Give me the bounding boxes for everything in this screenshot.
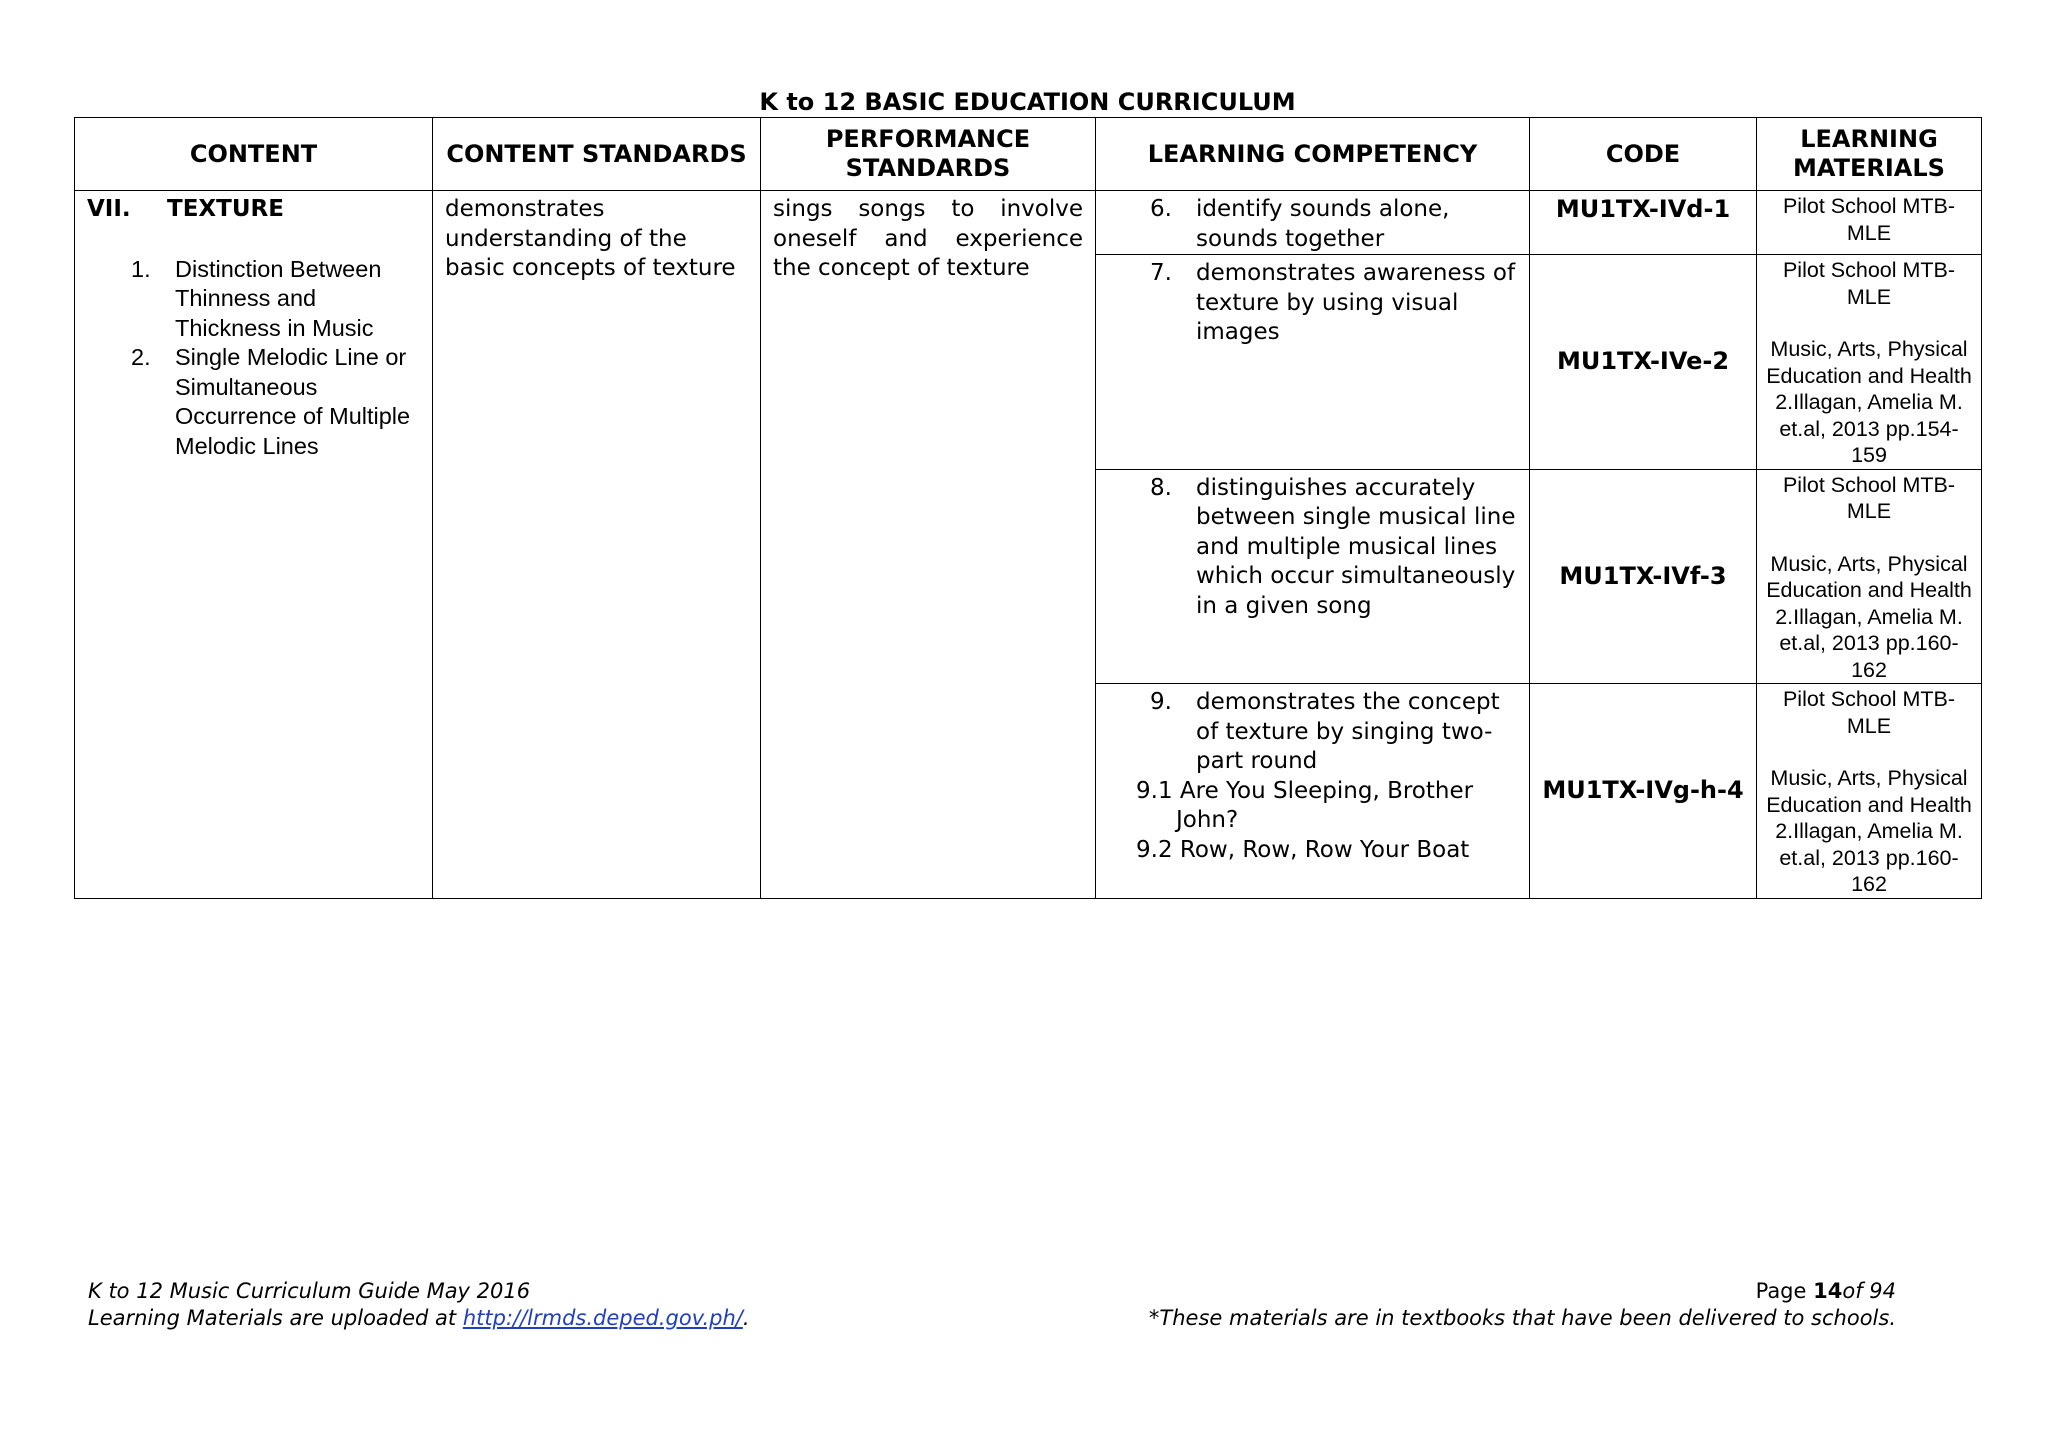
materials-cell <box>1757 191 1982 255</box>
code-cell: MU1TX-IVd-1 <box>1530 191 1757 255</box>
header-content: CONTENT <box>75 118 433 191</box>
code-cell: MU1TX-IVg-h-4 <box>1530 684 1757 899</box>
footer-right <box>1149 1278 1896 1332</box>
competency-item: 6. identify sounds alone, sounds together <box>1150 196 1450 252</box>
code-cell: MU1TX-IVe-2 <box>1530 255 1757 470</box>
header-content-standards: CONTENT STANDARDS <box>433 118 761 191</box>
competency-cell <box>1096 469 1530 684</box>
header-performance-standards: PERFORMANCE STANDARDS <box>761 118 1096 191</box>
competency-cell <box>1096 255 1530 470</box>
header-learning-materials: LEARNING MATERIALS <box>1757 118 1982 191</box>
list-item: 2. Single Melodic Line or Simultaneous Occurrence of Multiple Melodic Lines <box>131 344 411 459</box>
textbook-note: *These materials are in textbooks that have been delivered to schools. <box>1148 1306 1896 1330</box>
content-standard-cell <box>433 191 761 899</box>
header-code: CODE <box>1530 118 1757 191</box>
upload-note: Learning Materials are uploaded at http://lrmds.deped.gov.ph/. <box>88 1306 750 1330</box>
guide-title: K to 12 Music Curriculum Guide May 2016 <box>88 1279 531 1303</box>
competency-item: 7. demonstrates awareness of texture by using visual images <box>1150 260 1516 345</box>
content-standard-text: demonstrates understanding of the basic concepts of texture <box>445 196 736 281</box>
competency-item: 9. demonstrates the concept of texture by singing two-part round <box>1150 689 1500 774</box>
code-cell: MU1TX-IVf-3 <box>1530 469 1757 684</box>
content-topic-list <box>87 255 422 462</box>
page-title: K to 12 BASIC EDUCATION CURRICULUM <box>759 88 1296 116</box>
material-entry: Pilot School MTB-MLE <box>1782 194 1956 245</box>
content-cell <box>75 191 433 899</box>
materials-cell <box>1757 255 1982 470</box>
material-entry: Music, Arts, Physical Education and Health 2.Illagan, Amelia M. et.al, 2013 pp.154-159 <box>1766 337 1972 467</box>
section-heading <box>87 195 422 225</box>
section-number: VII. <box>87 196 131 222</box>
materials-cell <box>1757 684 1982 899</box>
page-number: Page 14of 94 <box>1755 1279 1896 1303</box>
table-row <box>75 191 1982 255</box>
performance-standard-cell <box>761 191 1096 899</box>
header-row <box>75 118 1982 191</box>
header-learning-competency: LEARNING COMPETENCY <box>1096 118 1530 191</box>
material-entry: Pilot School MTB-MLE <box>1782 687 1956 738</box>
material-entry: Music, Arts, Physical Education and Health 2.Illagan, Amelia M. et.al, 2013 pp.160-162 <box>1766 551 1972 682</box>
competency-cell <box>1096 684 1530 899</box>
competency-sub-item: 9.1 Are You Sleeping, Brother John? <box>1136 777 1474 833</box>
list-item: 1. Distinction Between Thinness and Thickness in Music <box>131 255 382 341</box>
section-title: TEXTURE <box>167 196 284 222</box>
competency-cell <box>1096 191 1530 255</box>
curriculum-table <box>74 117 1982 899</box>
lrmds-link[interactable]: http://lrmds.deped.gov.ph/ <box>462 1306 743 1330</box>
material-entry: Music, Arts, Physical Education and Health 2.Illagan, Amelia M. et.al, 2013 pp.160-162 <box>1766 766 1972 896</box>
footer-left <box>88 1278 750 1332</box>
performance-standard-text: sings songs to involve oneself and experience the concept of texture <box>773 196 1083 281</box>
material-entry: Pilot School MTB-MLE <box>1782 258 1956 309</box>
material-entry: Pilot School MTB-MLE <box>1782 472 1956 523</box>
materials-cell <box>1757 469 1982 684</box>
competency-sub-item: 9.2 Row, Row, Row Your Boat <box>1136 836 1470 863</box>
competency-item: 8. distinguishes accurately between single musical line and multiple musical lines which occur simultaneously in a given song <box>1150 474 1516 619</box>
